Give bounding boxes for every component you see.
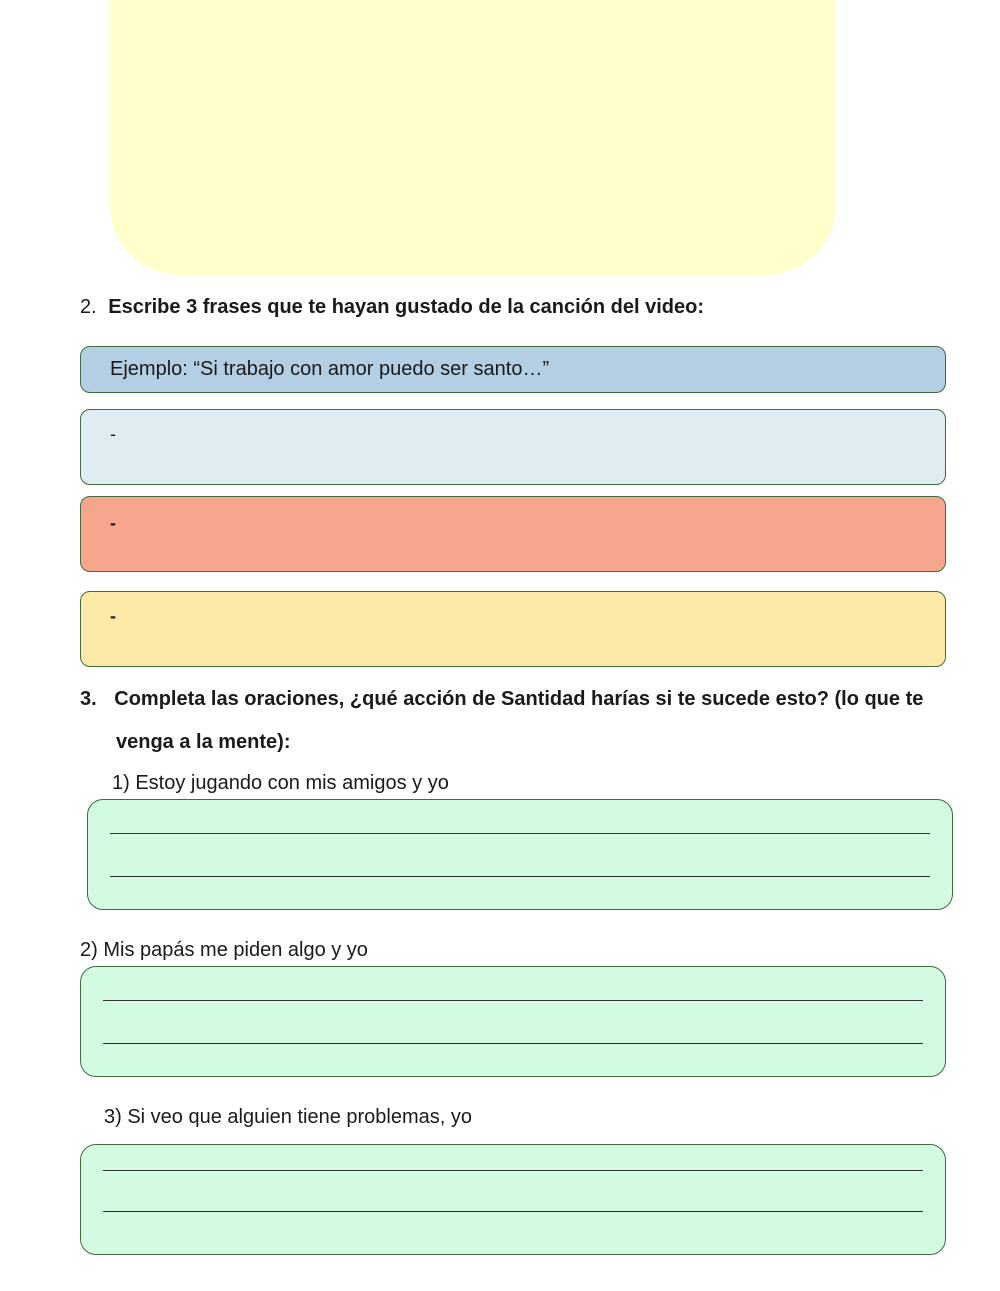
answer-box-1[interactable] bbox=[80, 409, 946, 485]
item-1-write-line-2[interactable] bbox=[110, 876, 930, 877]
item-1-label: 1) Estoy jugando con mis amigos y yo bbox=[112, 772, 449, 794]
item-3-label: 3) Si veo que alguien tiene problemas, yo bbox=[104, 1106, 473, 1128]
answer-dash-2: - bbox=[110, 513, 116, 533]
answer-box-3[interactable] bbox=[80, 591, 946, 667]
example-box bbox=[80, 346, 946, 393]
item-3-answer-box[interactable] bbox=[80, 1144, 946, 1255]
item-1-answer-box[interactable] bbox=[87, 799, 953, 910]
question-3-number: 3. bbox=[80, 688, 97, 710]
item-1-write-line-1[interactable] bbox=[110, 833, 930, 834]
question-2-text: Escribe 3 frases que te hayan gustado de la canción del video: bbox=[108, 296, 705, 318]
answer-dash-1: - bbox=[110, 424, 116, 444]
answer-box-2[interactable] bbox=[80, 496, 946, 572]
answer-dash-3: - bbox=[110, 606, 116, 626]
question-3-text-line2: venga a la mente): bbox=[116, 731, 291, 753]
item-3-write-line-1[interactable] bbox=[103, 1170, 923, 1171]
item-2-write-line-2[interactable] bbox=[103, 1043, 923, 1044]
question-2-number: 2. bbox=[80, 296, 97, 318]
question-2-heading bbox=[80, 296, 704, 319]
example-text: Ejemplo: “Si trabajo con amor puedo ser santo…” bbox=[110, 358, 550, 380]
question-3-text-line1: Completa las oraciones, ¿qué acción de Santidad harías si te sucede esto? (lo que te bbox=[114, 688, 924, 710]
answer-area-question-1[interactable] bbox=[110, 0, 836, 275]
item-3-write-line-2[interactable] bbox=[103, 1211, 923, 1212]
question-3-heading bbox=[80, 688, 923, 711]
item-2-answer-box[interactable] bbox=[80, 966, 946, 1077]
item-2-write-line-1[interactable] bbox=[103, 1000, 923, 1001]
item-2-label: 2) Mis papás me piden algo y yo bbox=[80, 939, 368, 961]
